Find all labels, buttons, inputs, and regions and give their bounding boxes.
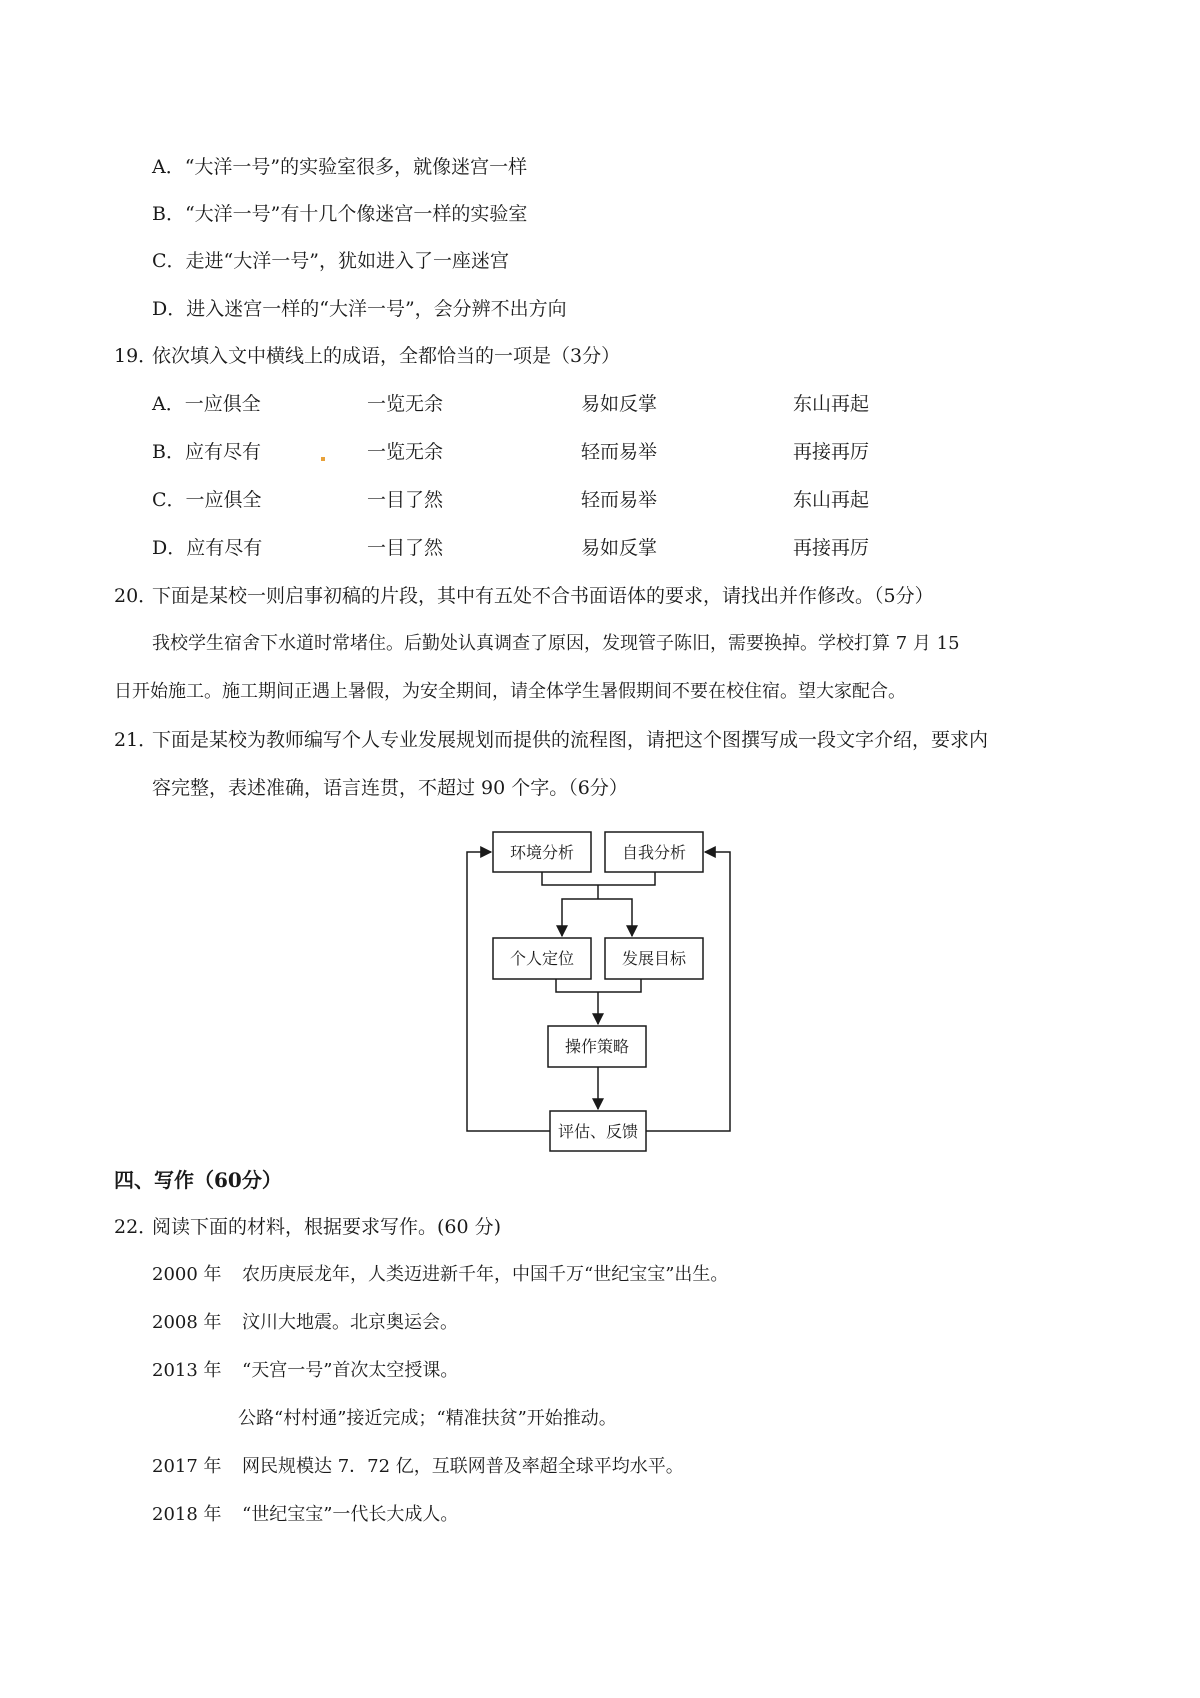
q18-option-b: B．“大洋一号”有十几个像迷宫一样的实验室	[152, 203, 528, 225]
timeline-year: 2008 年	[152, 1312, 222, 1333]
q18-option-d: D．进入迷宫一样的“大洋一号”，会分辨不出方向	[152, 298, 567, 320]
timeline-year: 2017 年	[152, 1456, 222, 1477]
flow-label-env: 环境分析	[509, 843, 575, 862]
q19-row-a-c2: 一览无余	[367, 393, 444, 415]
timeline-text: “天宫一号”首次太空授课。	[242, 1360, 459, 1381]
q20-passage-line2: 日开始施工。施工期间正遇上暑假，为安全期间，请全体学生暑假期间不要在校住宿。望大家配合。	[114, 681, 906, 702]
q19-row-c-c2: 一目了然	[367, 489, 444, 511]
q20-number: 20．	[114, 585, 158, 607]
timeline-year: 2013 年	[152, 1360, 222, 1381]
timeline-text: 农历庚辰龙年，人类迈进新千年，中国千万“世纪宝宝”出生。	[242, 1264, 729, 1285]
q19-row-d-c3: 易如反掌	[581, 537, 658, 559]
timeline-year: 2018 年	[152, 1504, 222, 1525]
q19-row-c-c3: 轻而易举	[581, 489, 658, 511]
q19-row-a-c3: 易如反掌	[581, 393, 658, 415]
timeline-text: 公路“村村通”接近完成；“精准扶贫”开始推动。	[238, 1408, 617, 1429]
q21-number: 21．	[114, 729, 158, 751]
q19-row-a-label: A．一应俱全	[152, 393, 261, 415]
q22-number: 22．	[114, 1216, 158, 1238]
timeline-text: 网民规模达 7．72 亿，互联网普及率超全球平均水平。	[242, 1456, 684, 1477]
flow-label-position: 个人定位	[509, 949, 575, 968]
flow-label-goal: 发展目标	[621, 949, 687, 968]
q19-row-d-c4: 再接再厉	[793, 537, 870, 559]
q19-row-b-label: B．应有尽有	[152, 441, 261, 463]
q21-stem-line1: 下面是某校为教师编写个人专业发展规划而提供的流程图，请把这个图撰写成一段文字介绍，要求内	[152, 729, 989, 751]
q22-question	[114, 1218, 501, 1237]
q19-row-a-c4: 东山再起	[793, 393, 870, 415]
q19-row-b-c2: 一览无余	[367, 441, 444, 463]
timeline-text: 汶川大地震。北京奥运会。	[242, 1312, 458, 1333]
q18-option-a: A．“大洋一号”的实验室很多，就像迷宫一样	[152, 156, 528, 178]
q21-stem-line2: 容完整，表述准确，语言连贯，不超过 90 个字。（6分）	[152, 777, 628, 799]
q19-row-c-label: C．一应俱全	[152, 489, 262, 511]
timeline-text: “世纪宝宝”一代长大成人。	[242, 1504, 459, 1525]
q20-passage-line1: 我校学生宿舍下水道时常堵住。后勤处认真调查了原因，发现管子陈旧，需要换掉。学校打算 7 月 15	[152, 633, 960, 654]
q19-row-b-c4: 再接再厉	[793, 441, 870, 463]
q19-stem: 依次填入文中横线上的成语，全都恰当的一项是（3分）	[152, 345, 621, 367]
flow-label-self: 自我分析	[621, 843, 687, 862]
section-heading: 四、写作（60分）	[114, 1168, 282, 1192]
q19-row-d-label: D．应有尽有	[152, 537, 263, 559]
q18-option-c: C．走进“大洋一号”，犹如进入了一座迷宫	[152, 250, 509, 272]
flow-label-eval: 评估、反馈	[557, 1122, 639, 1141]
q22-stem: 阅读下面的材料，根据要求写作。(60 分)	[152, 1216, 502, 1238]
q20-stem: 下面是某校一则启事初稿的片段，其中有五处不合书面语体的要求，请找出并作修改。（5分）	[152, 585, 934, 607]
q19-row-c-c4: 东山再起	[793, 489, 870, 511]
q19-row-d-c2: 一目了然	[367, 537, 444, 559]
q19-row-b-c3: 轻而易举	[581, 441, 658, 463]
q19-number: 19．	[114, 345, 158, 367]
timeline-year: 2000 年	[152, 1264, 222, 1285]
flow-label-strategy: 操作策略	[564, 1037, 630, 1056]
